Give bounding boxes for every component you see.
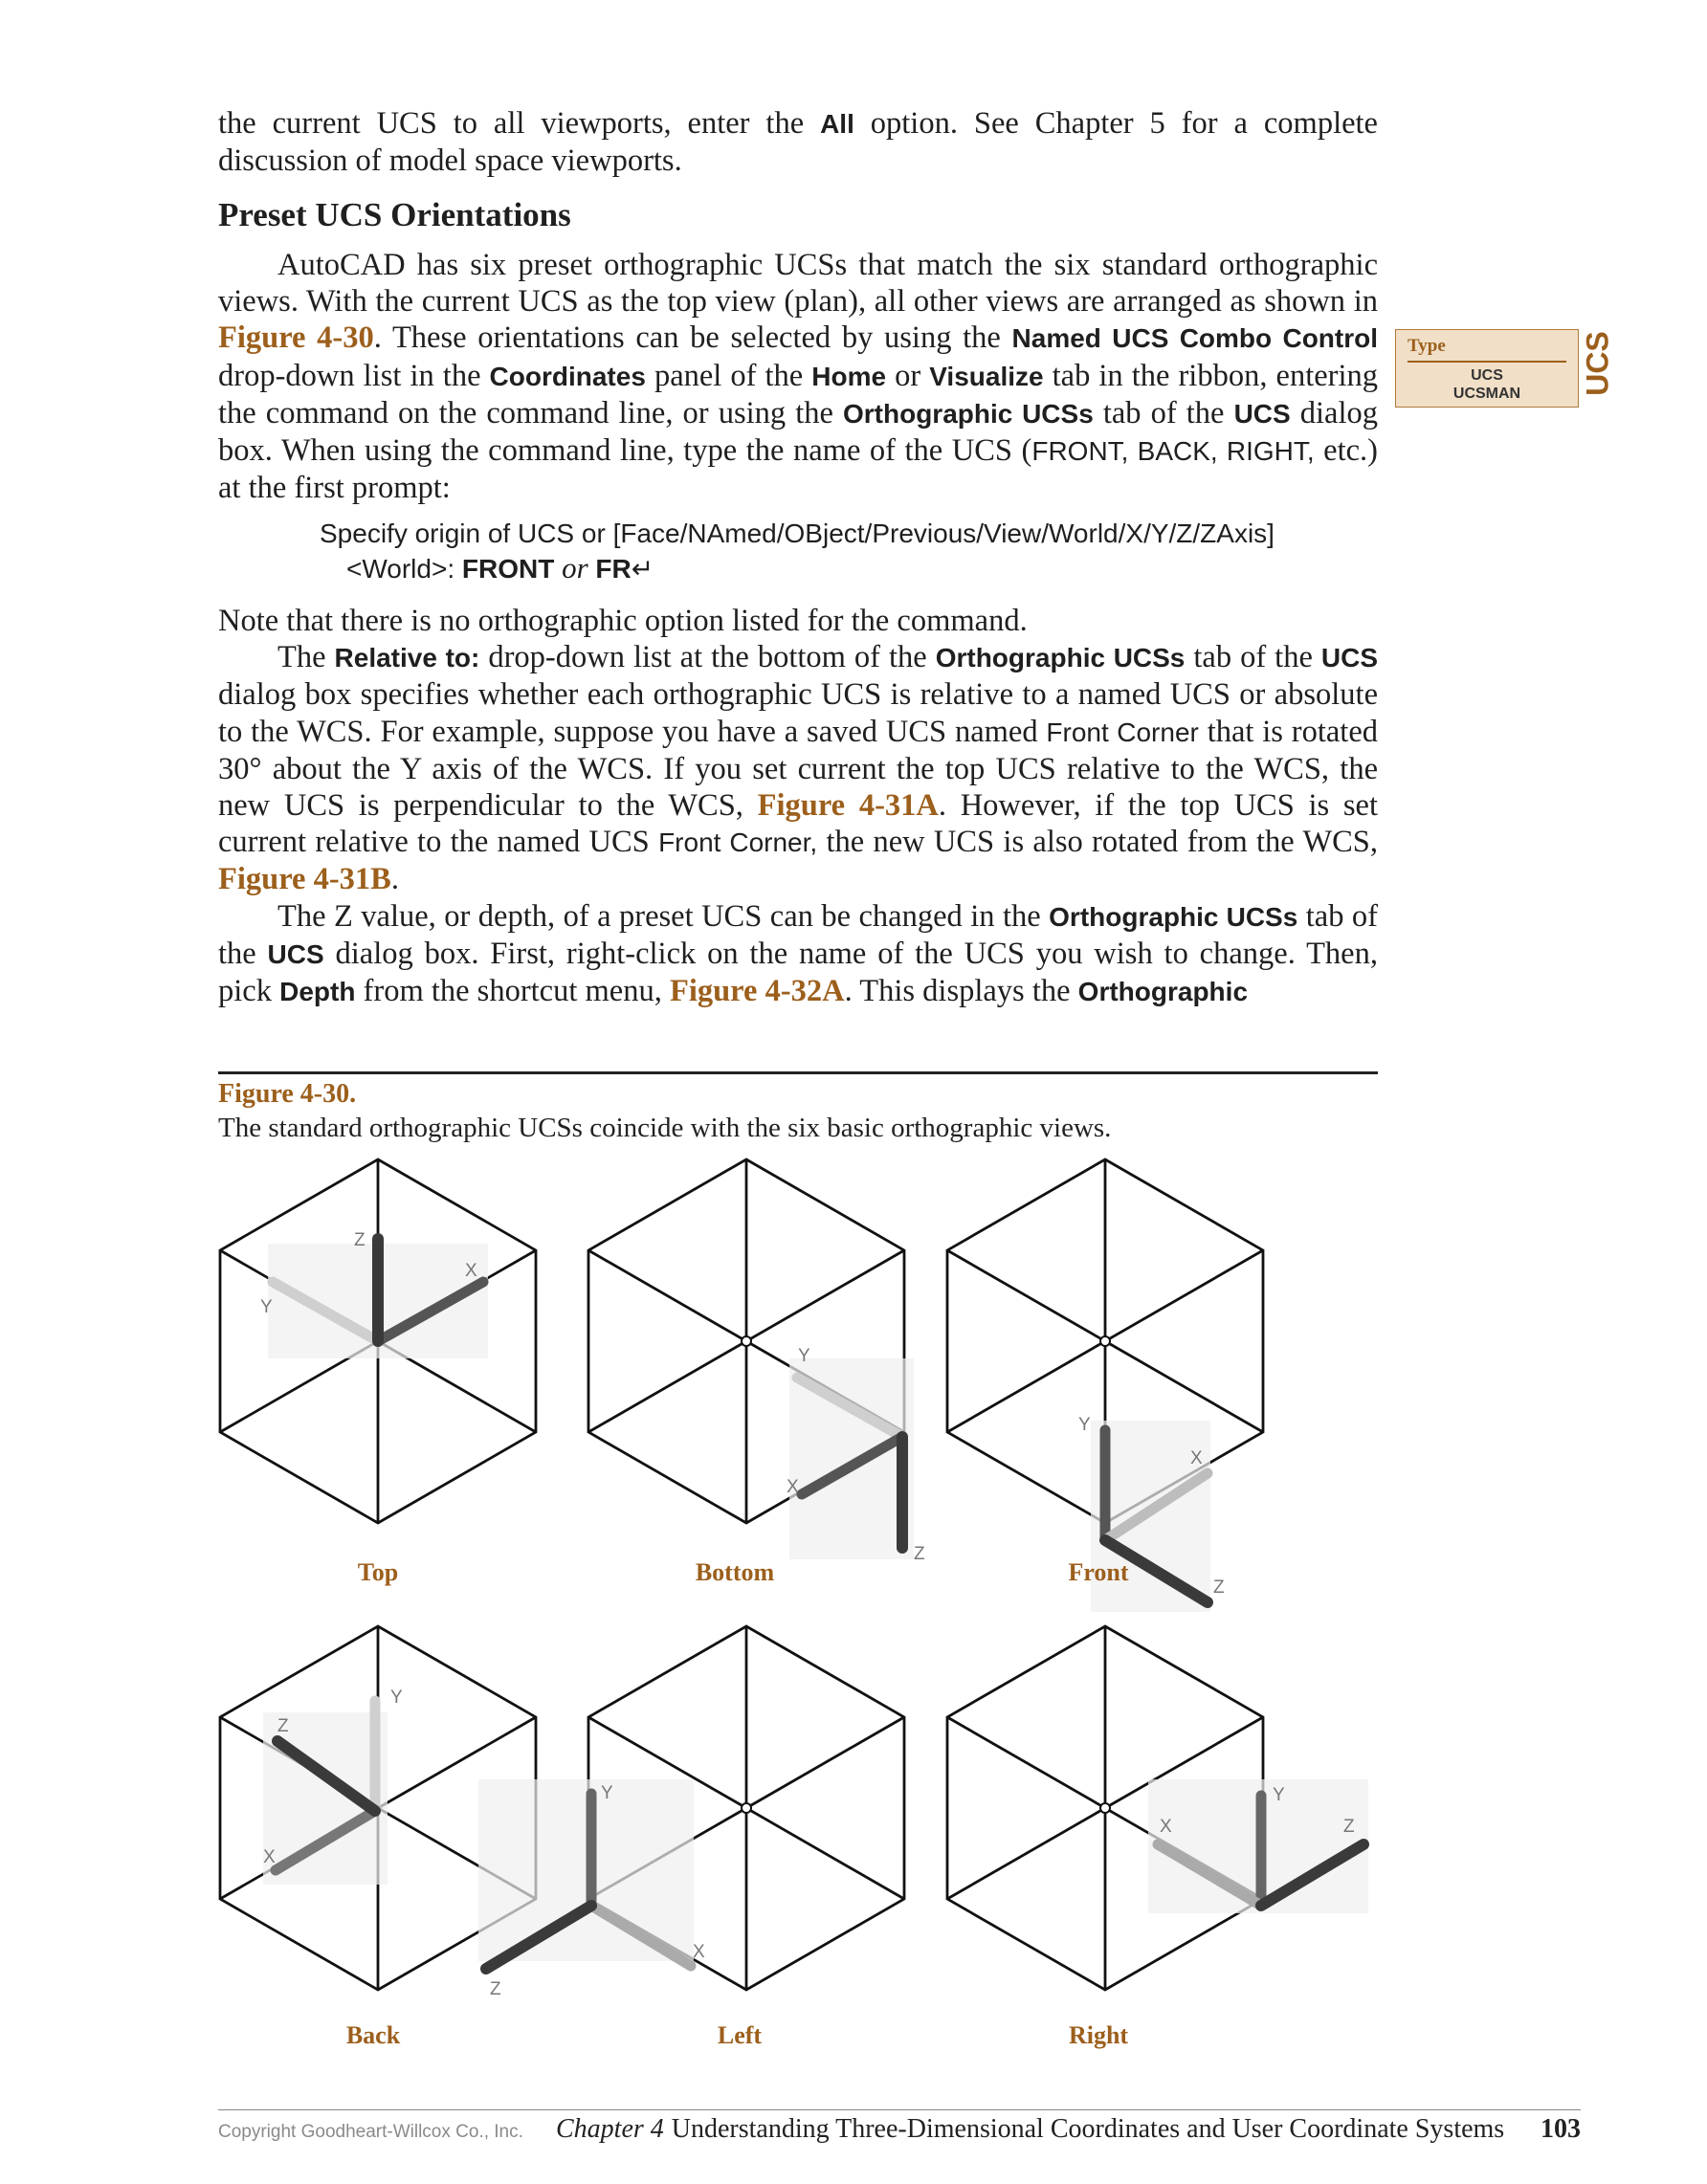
text-run: option. See Chapter 5 for a complete discussion of model space viewports. [218,106,1378,179]
sans-term: Front Corner [1046,717,1199,747]
divider [1408,361,1566,363]
text-run: the current UCS to all viewports, enter the [218,106,821,141]
axis-label-y: Y [260,1297,273,1317]
axis-label-x: X [263,1847,276,1867]
text-run: from the shortcut menu, [355,974,670,1009]
command-list [1396,366,1578,403]
margin-tab-label: UCS [1580,331,1615,396]
command-name: UCS [1471,367,1503,384]
text-run: . [390,862,399,897]
axis-label-z: Z [490,1979,501,1999]
view-left [478,1626,904,2049]
axis-label-x: X [1160,1817,1172,1837]
text-run: drop-down list at the bottom of the [479,640,936,675]
figure-ref-link[interactable]: Figure 4-31A [757,788,939,824]
figure-ref-link[interactable]: Figure 4-31B [218,862,391,897]
paragraph-preset-ucs [218,247,1378,506]
orthographic-ucs-figure [0,1138,1707,2095]
view-label: Top [357,1558,399,1586]
text-run: AutoCAD has six preset orthographic UCSs that match the six standard orthographic views. With the current UCS as the top view (plan), all other views are arranged as shown in [218,248,1378,320]
view-label: Bottom [695,1558,775,1586]
page-footer [218,2114,1581,2152]
text-run: tab in the ribbon, entering the command on the command line, or using the [218,358,1378,430]
center-point [1100,1803,1110,1813]
bold-term: Coordinates [489,361,646,391]
bold-term: UCS [1233,398,1291,429]
command-name: UCSMAN [1452,386,1521,402]
text-run: drop-down list in the [218,358,490,393]
or-text: or [554,551,596,585]
axis-label-y: Y [601,1783,613,1803]
bold-term: Orthographic UCSs [1049,901,1298,932]
sans-term: Front Corner, [658,827,818,858]
axis-label-z: Z [1213,1577,1225,1598]
axis-label-z: Z [1343,1817,1355,1837]
figure-divider [218,1071,1378,1074]
view-label: Back [345,2021,401,2049]
copyright-notice: Copyright Goodheart-Willcox Co., Inc. [218,2122,523,2142]
axis-label-x: X [1190,1448,1203,1468]
prompt-default: <World>: [346,554,462,584]
command-entry: FRONT [461,554,555,584]
margin-tab [1564,330,1631,397]
figure-caption: The standard orthographic UCSs coincide with the six basic orthographic views. [218,1113,1112,1143]
bold-term: UCS [267,938,324,969]
axis-label-x: X [787,1477,799,1497]
text-run: tab of the [218,898,1379,971]
axis-label-x: X [693,1942,705,1962]
view-label: Left [717,2021,763,2049]
figure-ref-link[interactable]: Figure 4-30 [218,320,374,356]
text-run: tab of the [1093,395,1234,430]
figure-title: Figure 4-30. [218,1079,357,1109]
text-run: or [886,358,930,393]
text-run: The [277,640,335,675]
view-right [947,1626,1368,2049]
text-run: the new UCS is also rotated from the WCS, [817,825,1378,860]
axis-label-x: X [465,1261,477,1281]
paragraph-relative-to [218,639,1378,897]
text-run: . This displays the [844,974,1078,1009]
center-point [1100,1336,1110,1346]
view-front [947,1159,1263,1612]
paragraph-group [218,603,1378,1010]
paragraph-continuation [218,105,1378,179]
axis-label-y: Y [390,1688,403,1708]
text-run: dialog box. When using the command line, type the name of the UCS ( [218,395,1378,469]
bold-term: Depth [279,977,356,1007]
bold-term: Home [811,361,887,391]
bold-term: Relative to: [334,643,480,673]
text-run: etc.) at the first prompt: [218,433,1379,506]
view-bottom [588,1159,925,1586]
axis-label-y: Y [1273,1785,1285,1805]
bold-term: Named UCS Combo Control [1011,323,1379,354]
text-run: dialog box specifies whether each orthographic UCS is relative to a named UCS or absolute to the WCS. For example, suppose you have a saved UCS named [218,677,1378,749]
command-entry: FR [595,554,632,584]
text-run: The Z value, or depth, of a preset UCS can be changed in the [277,898,1050,934]
text-run: . However, if the top UCS is set current relative to the named UCS [218,788,1379,860]
chapter-label: Chapter 4 [556,2114,664,2144]
axis-label-y: Y [798,1346,810,1366]
text-run: dialog box. First, right-click on the name of the UCS you wish to change. Then, pick [218,936,1378,1009]
footer-divider [218,2109,1581,2110]
chapter-title: Understanding Three-Dimensional Coordinates and User Coordinate Systems [671,2114,1505,2144]
command-line-2 [320,551,1275,586]
bold-term: Orthographic UCSs [843,398,1094,429]
command-type-box [1395,329,1579,408]
axis-label-z: Z [354,1230,366,1250]
bold-term: UCS [1320,643,1378,673]
bold-term: Visualize [929,361,1044,391]
sans-term: FRONT, BACK, RIGHT, [1031,436,1315,467]
type-label: Type [1408,336,1446,356]
view-label: Right [1068,2021,1129,2049]
center-point [742,1803,751,1813]
view-top [220,1159,536,1586]
text-run: panel of the [645,358,812,393]
view-label: Front [1068,1558,1129,1586]
paragraph-depth [218,898,1378,1011]
chapter-running-head [556,2114,1504,2145]
axis-label-z: Z [277,1716,289,1736]
bold-term: Orthographic [1077,977,1249,1007]
text-run: that is rotated 30° about the Y axis of the WCS. If you set current the top UCS relative to the WCS, the new UCS is perpendicular to the WCS, [218,714,1379,824]
command-line-1: Specify origin of UCS or [Face/NAmed/OBject/Previous/View/World/X/Y/Z/ZAxis] [320,518,1275,548]
paragraph-note: Note that there is no orthographic option listed for the command. [218,604,1028,638]
text-run: . These orientations can be selected by using the [373,320,1012,356]
center-point [742,1336,751,1346]
bold-term: Orthographic UCSs [935,643,1186,673]
bold-term: All [820,109,854,139]
text-run: tab of the [1185,640,1321,675]
enter-icon: ↵ [631,554,654,584]
section-heading: Preset UCS Orientations [218,196,571,233]
command-prompt-block [320,517,1275,586]
axis-label-z: Z [914,1544,925,1564]
axis-label-y: Y [1078,1415,1091,1435]
figure-ref-link[interactable]: Figure 4-32A [669,974,845,1009]
page-number: 103 [1541,2114,1581,2144]
